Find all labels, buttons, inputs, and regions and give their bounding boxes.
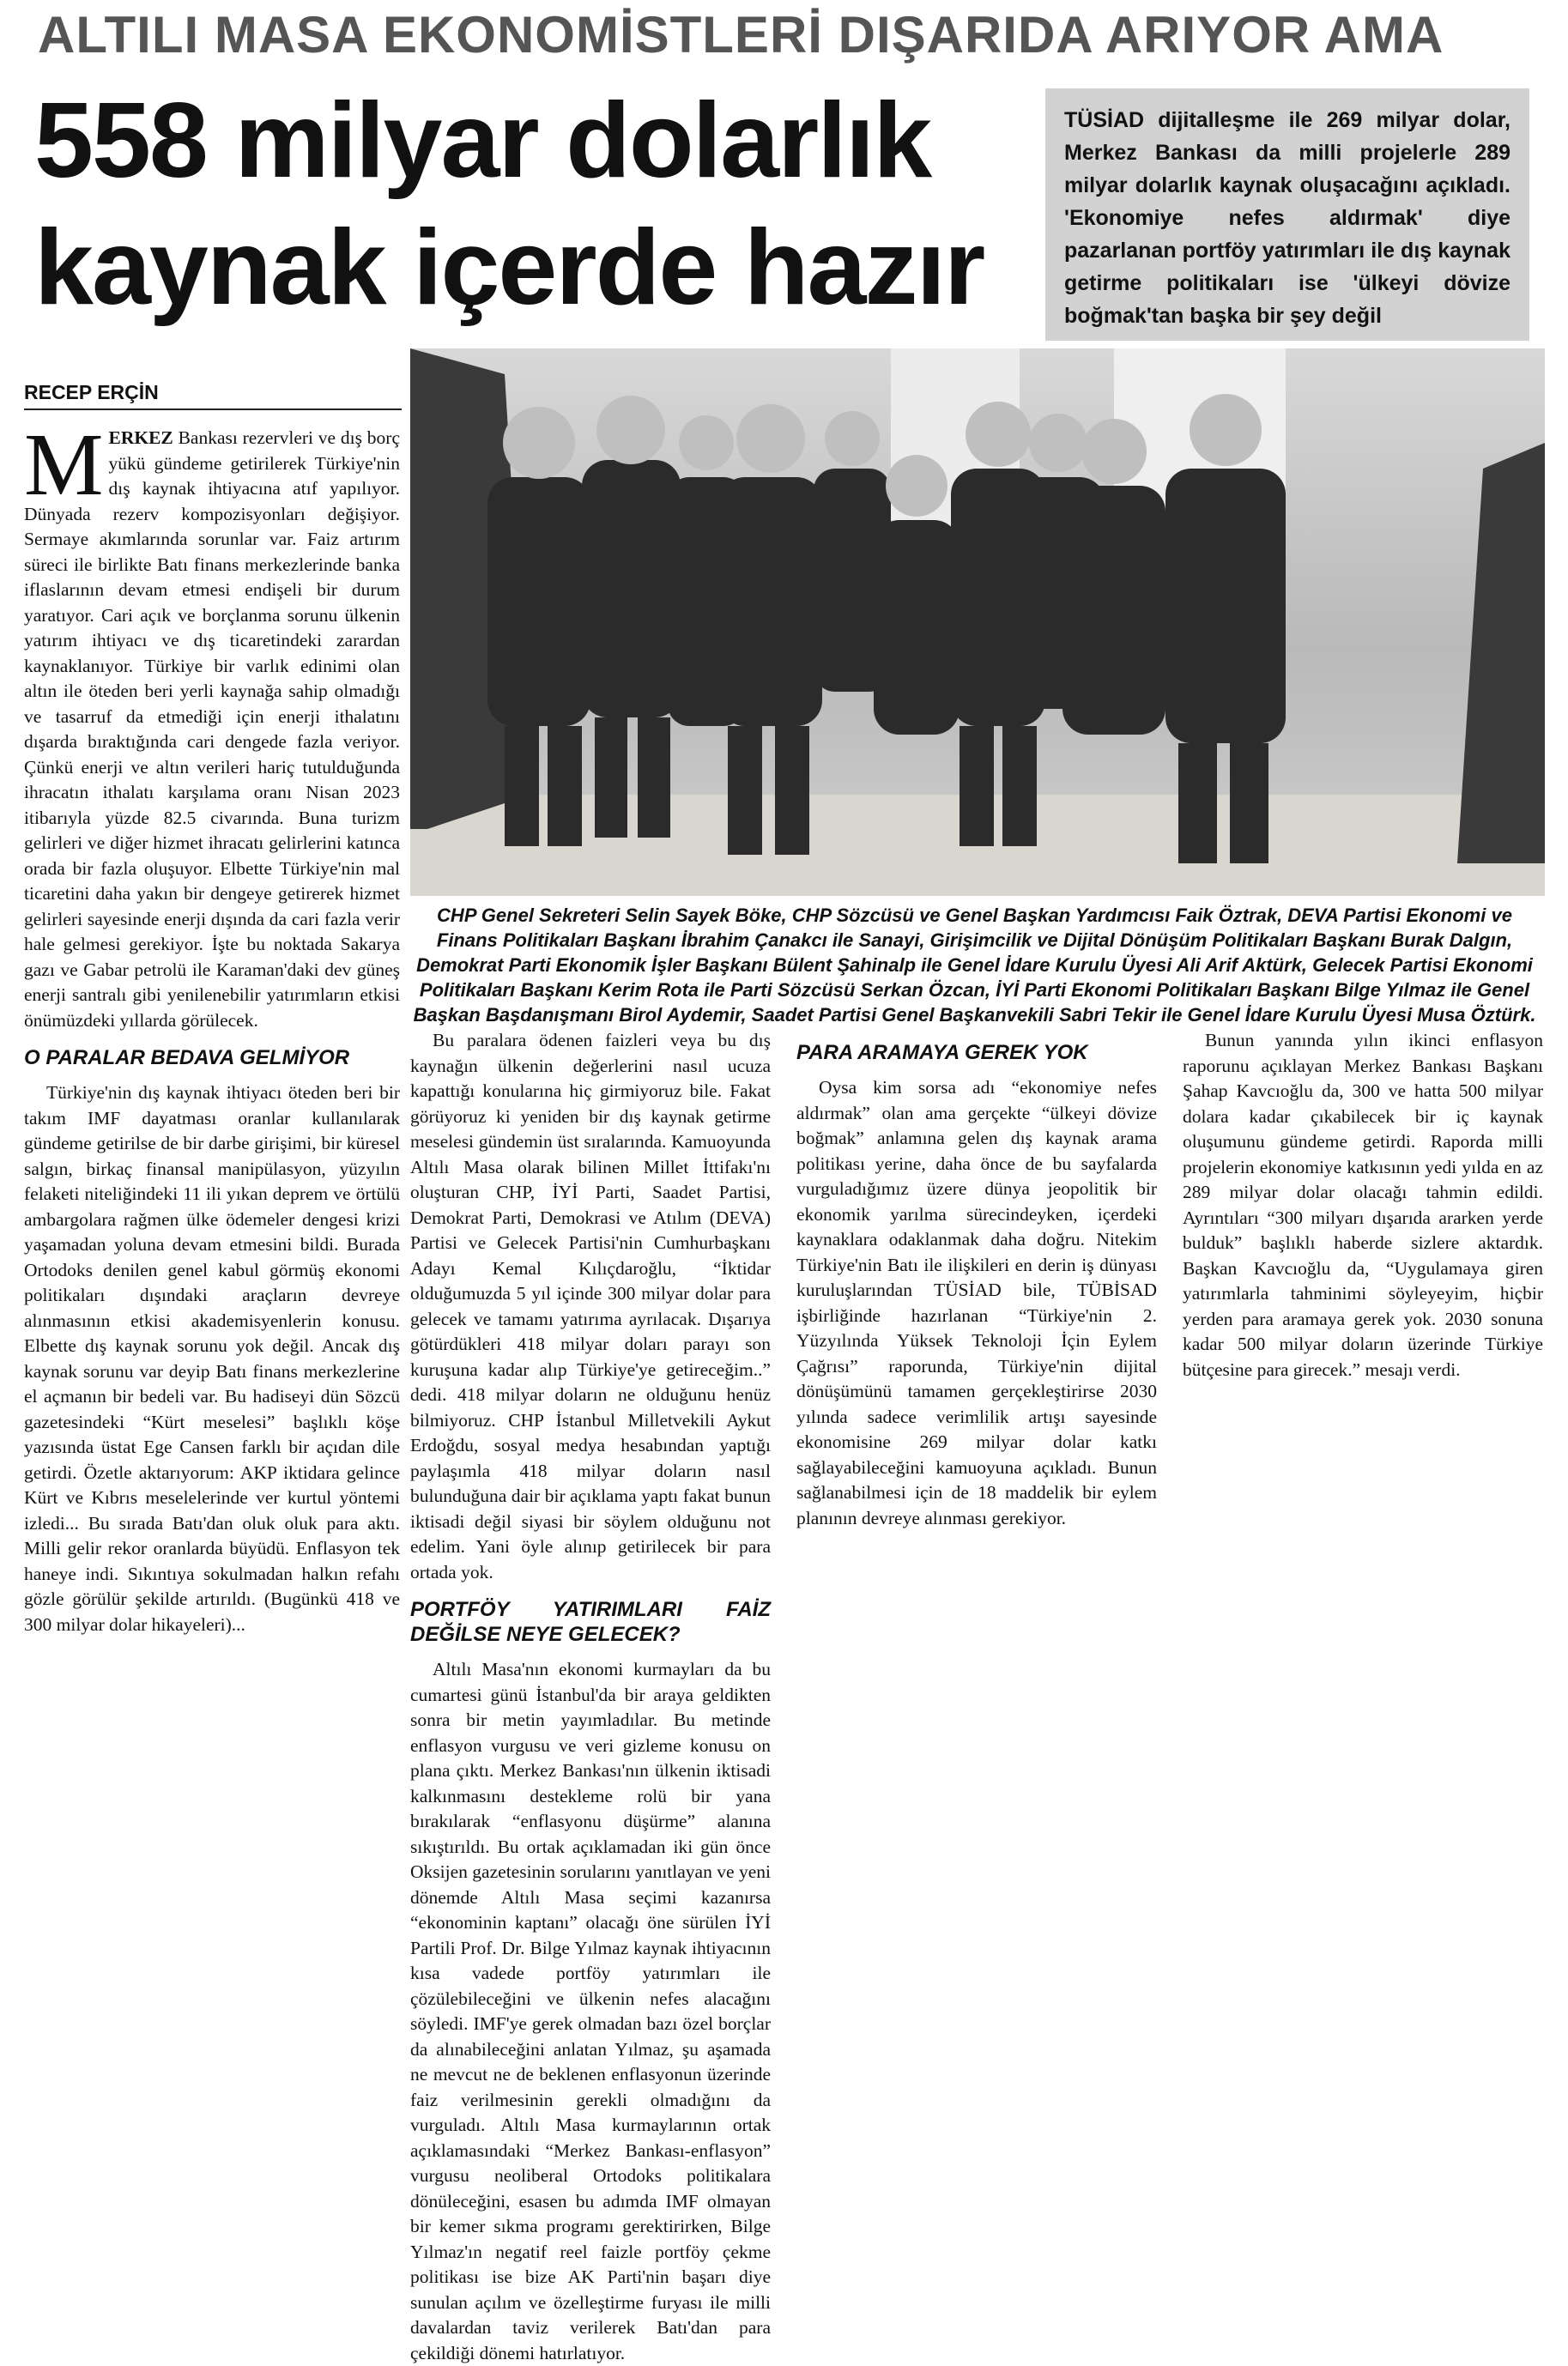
column-4	[1183, 1028, 1543, 1383]
column-1	[24, 415, 400, 1637]
paragraph-6: Bunun yanında yılın ikinci enflasyon raporunu açıklayan Merkez Bankası Başkanı Şahap Kavcıoğlu da, 300 ve hatta 500 milyar dolara kadar çıkabilecek bir iç kaynak oluşumunu gündeme getirdi. Raporda milli projelerin ekonomiye katkısının yedi yılda en az 289 milyar dolar olacağı tahmin edildi. Ayrıntıları “300 milyarı dışarıda ararken yerde bulduk” başlıklı haberde sizlere aktardık. Başkan Kavcıoğlu da, “Uygulamaya giren yatırımlarla tahminimi söyleyeyim, hiçbir yerden para aramaya gerek yok. 2030 sonuna kadar 500 milyar doların üzerinde Türkiye bütçesine para girecek.” mesajı verdi.	[1183, 1030, 1543, 1380]
spot-box	[1043, 86, 1532, 343]
column-2	[410, 1028, 771, 2366]
paragraph-5: Oysa kim sorsa adı “ekonomiye nefes aldırmak” olan ama gerçekte “ülkeyi dövize boğmak” anlamına gelen dış kaynak arama politikası yerine, daha önce de bu sayfalarda vurguladığımız üzere dünya jeopolitik bir ekonomik yarılma sürecindeyken, içerdeki kaynaklara odaklanmak daha doğru. Nitekim Türkiye'nin Batı ile ilişkileri en derin iş dünyası kuruluşlarından TÜSİAD bile, TÜBİSAD işbirliğinde hazırlanan “Türkiye'nin 2. Yüzyılında Yüksek Teknoloji İçin Eylem Çağrısı” raporunda, Türkiye'nin dijital dönüşümünü tamamen gerçekleştirirse 2030 yılında sadece verimlilik artışı sayesinde ekonomisine 269 milyar dolar katkı sağlayabileceğini kamuoyuna açıkladı. Bunun sağlanabilmesi için de 18 maddelik bir eylem planının devreye alınması gerekiyor.	[796, 1077, 1157, 1528]
paragraph-2: Türkiye'nin dış kaynak ihtiyacı öteden beri bir takım IMF dayatması oranlar kullanılarak gündeme getirilse de bir darbe girişimi, bir küresel salgın, birkaç finansal manipülasyon, yüzyılın felaketi niteliğindeki 11 ili yıkan deprem ve örtülü ambargolara rağmen ülke ödemeler dengesi krizi yaşamadan yoluna devam etmesini bildi. Burada Ortodoks denilen genel kabul görmüş ekonomi politikaları dışındaki araçların devreye alınmasının etkisi akademisyenlerin konusu. Elbette dış kaynak sorunu yok değil. Ancak dış kaynak sorunu var deyip Batı finans merkezlerine el açmanın bir bedeli var. Bu hadiseyi dün Sözcü gazetesindeki “Kürt meselesi” başlıklı köşe yazısında üstat Ege Cansen farklı bir açıdan dile getirdi. Özetle aktarıyorum: AKP iktidara gelince Kürt ve Kıbrıs meselelerinde ver kurtul yöntemi izledi... Bu sırada Batı'dan oluk oluk para aktı. Milli gelir rekor oranlarda büyüdü. Enflasyon tek haneye indi. Sıkıntıya sokulmadan halkın refahı gözle görülür şekilde artırıldı. (Bugünkü 418 ve 300 milyar dolar hikayeleri)...	[24, 1082, 400, 1635]
group-photo	[410, 348, 1545, 896]
paragraph-4: Altılı Masa'nın ekonomi kurmayları da bu cumartesi günü İstanbul'da bir araya geldikten sonra bir metin yayımladılar. Bu metinde enflasyon vurgusu ve veri gizleme konusu on plana çıktı. Merkez Bankası'nın ülkenin iktisadi kalkınmasını destekleme rolü bir yana bırakılarak “enflasyonu düşürme” alanına sıkıştırıldı. Bu ortak açıklamadan iki gün önce Oksijen gazetesinin sorularını yanıtlayan ve yeni dönemde Altılı Masa seçimi kazanırsa “ekonominin kaptanı” olacağı öne sürülen İYİ Partili Prof. Dr. Bilge Yılmaz kaynak ihtiyacının kısa vadede portföy yatırımları ile çözülebileceğini ve ülkenin nefes alacağını söyledi. IMF'ye gerek olmadan bazı özel borçlar da alınabileceğini anlatan Yılmaz, şu aşamada ne mevcut ne de beklenen enflasyonun üzerinde faiz verilmesinin gerekli olmadığını da vurguladı. Altılı Masa kurmaylarının ortak açıklamasındaki “Merkez Bankası-enflasyon” vurgusu neoliberal Ortodoks politikalara dönüleceğini, esasen bu adımda IMF olmayan bir kemer sıkma programı gerektirirken, Bilge Yılmaz'ın negatif reel faizle portföy çekme politikası ise bize AK Parti'nin başarı diye sunulan açılım ve özelleştirme furyası ile milli davalardan taviz verilerek Batı'dan para çekildiği dönemi hatırlatıyor.	[410, 1659, 771, 2363]
kicker: ALTILI MASA EKONOMİSTLERİ DIŞARIDA ARIYOR AMA	[38, 6, 1444, 64]
subheading-1: O PARALAR BEDAVA GELMİYOR	[24, 1046, 350, 1069]
spot-text: TÜSİAD dijitalleşme ile 269 milyar dolar, Merkez Bankası da milli projelerle 289 milyar dolarlık kaynak oluşacağını açıkladı. 'Ekonomiye nefes aldırmak' diye pazarlanan portföy yatırımları ile dış kaynak getirme politikaları ise 'ülkeyi dövize boğmak'tan başka bir şey değil	[1064, 108, 1510, 328]
lead-paragraph	[24, 415, 400, 1033]
headline-line-2: kaynak içerde hazır	[34, 209, 984, 327]
headline	[34, 77, 1038, 331]
group-photo-icon	[410, 348, 1545, 896]
lead-bold: ERKEZ	[108, 427, 173, 448]
headline-line-1: 558 milyar dolarlık	[34, 82, 931, 200]
paragraph-3: Bu paralara ödenen faizleri veya bu dış kaynağın ülkenin değerlerini nasıl ucuza kapattığı konularına hiç girmiyoruz bile. Fakat görüyoruz ki yeniden bir dış kaynak getirme meselesi gündemin üst sıralarında. Kamuoyunda Altılı Masa olarak bilinen Millet İttifakı'nı oluşturan CHP, İYİ Parti, Saadet Partisi, Demokrat Parti, Demokrasi ve Atılım (DEVA) Partisi ve Gelecek Partisi'nin Cumhurbaşkanı Adayı Kemal Kılıçdaroğlu, “İktidar olduğumuzda 5 yıl içinde 300 milyar dolar para gelecek ve tamamı yatırıma ayrılacak. Dışarıya götürdükleri 418 milyar doları parayı son kuruşuna kadar alıp Türkiye'ye getireceğim..” dedi. 418 milyar doların ne olduğunu henüz bilmiyoruz. CHP İstanbul Milletvekili Aykut Erdoğdu, sosyal medya hesabından yaptığı paylaşımla 418 milyar doların nasıl bulunduğuna dair bir açıklama yaptı fakat bunun iktisadi değil siyasi bir söylem olduğunu not edelim. Yani öyle alınıp getirilecek bir para ortada yok.	[410, 1030, 771, 1582]
subheading-3: PARA ARAMAYA GEREK YOK	[796, 1041, 1088, 1064]
subheading-2: PORTFÖY YATIRIMLARI FAİZ DEĞİLSE NEYE GELECEK?	[410, 1598, 771, 1646]
drop-cap: M	[24, 415, 104, 514]
paragraph-1: Bankası rezervleri ve dış borç yükü gündeme getirilerek Türkiye'nin dış kaynak ihtiyacına atıf yapılıyor. Dünyada rezerv kompozisyonları değişiyor. Sermaye akımlarında sorunlar var. Faiz artırım süreci ile birlikte Batı finans merkezlerinde banka iflaslarının devam etmesi endişeli bir durum yaratıyor. Cari açık ve borçlanma sorunu ülkenin yatırım ihtiyacı ve dış ticaretindeki zarardan kaynaklanıyor. Türkiye bir varlık edinimi olan altın ile öteden beri yerli kaynağa sahip olmadığı ve tasarruf da etmediği için enerji ithalatını dışarda bıraktığında cari dengede fazla veriyor. Çünkü enerji ve altın verileri hariç tutulduğunda ihracatın ithalatı karşılama oranı Nisan 2023 itibarıyla yüzde 82.5 civarında. Buna turizm gelirleri ve diğer hizmet ihracatı gelirlerini katınca orada bir fazla oluşuyor. Elbette Türkiye'nin mal ticaretini daha yakın bir dengeye getirerek hizmet gelirleri sayesinde enerji dışında da cari fazla verir hale gelmesi gerekiyor. İşte bu noktada Sakarya gazı ve Gabar petrolü ile Karaman'daki dev güneş enerji santralı gibi yenilenebilir yatırımların etkisi önümüzdeki yıllarda görülecek.	[24, 427, 400, 1031]
byline-rule	[24, 408, 402, 410]
byline: RECEP ERÇİN	[24, 381, 159, 403]
photo-caption: CHP Genel Sekreteri Selin Sayek Böke, CHP Sözcüsü ve Genel Başkan Yardımcısı Faik Öztrak, DEVA Partisi Ekonomi ve Finans Politikaları Başkanı İbrahim Çanakcı ile Sanayi, Girişimcilik ve Dijital Dönüşüm Politikaları Başkanı Burak Dalgın, Demokrat Parti Ekonomik İşler Başkanı Bülent Şahinalp ile Genel İdare Kurulu Üyesi Ali Arif Aktürk, Gelecek Partisi Ekonomi Politikaları Başkanı Kerim Rota ile Parti Sözcüsü Serkan Özcan, İYİ Parti Ekonomi Politikaları Başkanı Bilge Yılmaz ile Genel Başkan Başdanışmanı Birol Aydemir, Saadet Partisi Genel Başkanvekili Sabri Tekir ile Genel İdare Kurulu Üyesi Musa Öztürk.	[413, 905, 1536, 1026]
column-3	[796, 1028, 1157, 1531]
